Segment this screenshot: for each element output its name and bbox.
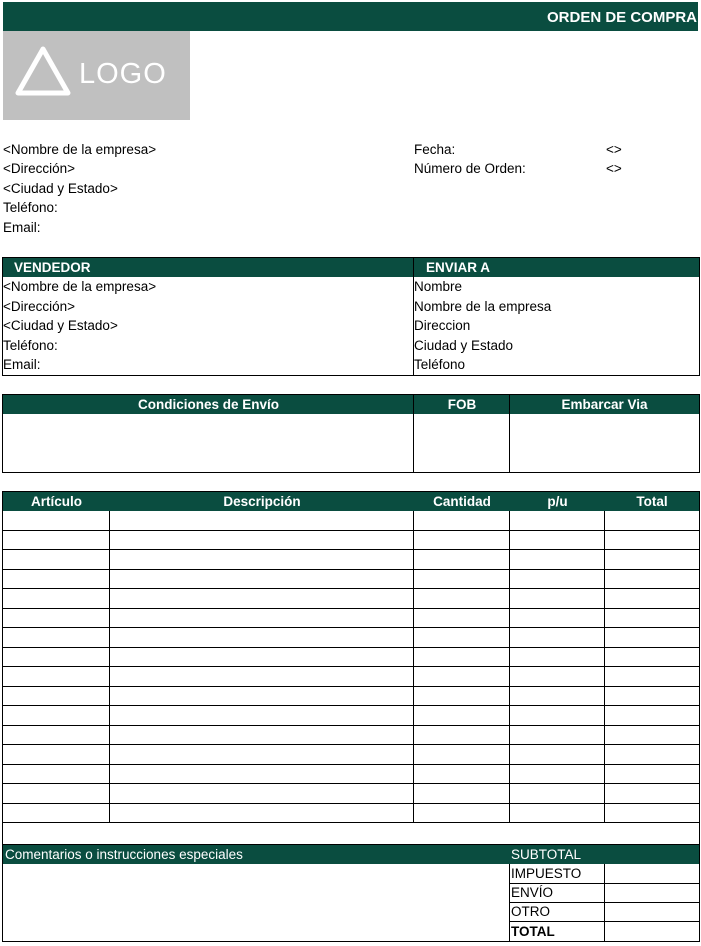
cell-unit-price[interactable] — [510, 628, 605, 647]
fob-label: FOB — [447, 397, 477, 412]
tax-value-field[interactable] — [605, 864, 699, 883]
vendor-shipto-section — [2, 257, 700, 376]
cell-quantity[interactable] — [414, 609, 510, 628]
fob-field[interactable] — [414, 414, 509, 472]
cell-unit-price[interactable] — [510, 765, 605, 784]
logo-text: LOGO — [79, 58, 167, 90]
cell-quantity[interactable] — [414, 550, 510, 569]
vendor-phone[interactable]: Teléfono: — [3, 338, 58, 353]
cell-description[interactable] — [110, 648, 414, 667]
ship-to-header: ENVIAR A — [426, 260, 491, 275]
cell-article[interactable] — [3, 531, 110, 550]
company-city-state: <Ciudad y Estado> — [3, 181, 118, 196]
cell-unit-price[interactable] — [510, 726, 605, 745]
cell-description[interactable] — [110, 570, 414, 589]
cell-total[interactable] — [605, 745, 699, 764]
column-header-unit-price: p/u — [547, 494, 568, 509]
cell-article[interactable] — [3, 667, 110, 686]
cell-unit-price[interactable] — [510, 570, 605, 589]
shipping-value-field[interactable] — [605, 883, 699, 902]
cell-article[interactable] — [3, 726, 110, 745]
cell-article[interactable] — [3, 784, 110, 803]
cell-unit-price[interactable] — [510, 589, 605, 608]
table-row — [3, 570, 699, 590]
grand-total-label: TOTAL — [511, 924, 555, 939]
cell-article[interactable] — [3, 609, 110, 628]
cell-unit-price[interactable] — [510, 648, 605, 667]
ship-via-field[interactable] — [510, 414, 699, 472]
comments-field[interactable] — [3, 864, 509, 941]
cell-description[interactable] — [110, 550, 414, 569]
table-row — [3, 706, 699, 726]
cell-total[interactable] — [605, 687, 699, 706]
cell-unit-price[interactable] — [510, 609, 605, 628]
table-row — [3, 687, 699, 707]
cell-quantity[interactable] — [414, 706, 510, 725]
cell-total[interactable] — [605, 511, 699, 530]
cell-quantity[interactable] — [414, 531, 510, 550]
cell-quantity[interactable] — [414, 687, 510, 706]
page-title: ORDEN DE COMPRA — [546, 9, 697, 26]
vendor-city-state[interactable]: <Ciudad y Estado> — [3, 318, 118, 333]
comments-totals-section — [2, 844, 700, 942]
shipping-conditions-section — [2, 394, 700, 473]
table-row — [3, 804, 699, 824]
cell-total[interactable] — [605, 648, 699, 667]
cell-description[interactable] — [110, 511, 414, 530]
cell-total[interactable] — [605, 784, 699, 803]
items-table — [2, 491, 700, 844]
cell-description[interactable] — [110, 804, 414, 823]
cell-description[interactable] — [110, 687, 414, 706]
cell-unit-price[interactable] — [510, 511, 605, 530]
cell-description[interactable] — [110, 628, 414, 647]
title-bar — [3, 2, 698, 31]
cell-quantity[interactable] — [414, 628, 510, 647]
cell-article[interactable] — [3, 804, 110, 823]
cell-article[interactable] — [3, 628, 110, 647]
cell-total[interactable] — [605, 609, 699, 628]
ship-via-label: Embarcar Via — [561, 397, 648, 412]
cell-total[interactable] — [605, 726, 699, 745]
column-header-quantity: Cantidad — [433, 494, 491, 509]
cell-description[interactable] — [110, 765, 414, 784]
cell-quantity[interactable] — [414, 570, 510, 589]
cell-unit-price[interactable] — [510, 706, 605, 725]
vendor-email[interactable]: Email: — [3, 357, 41, 372]
vendor-name[interactable]: <Nombre de la empresa> — [3, 279, 157, 294]
date-value[interactable]: <> — [606, 142, 622, 157]
cell-article[interactable] — [3, 745, 110, 764]
table-row — [3, 765, 699, 785]
shipping-conditions-label: Condiciones de Envío — [137, 397, 280, 412]
vendor-shipto-header — [3, 258, 699, 277]
ship-to-phone[interactable]: Teléfono — [414, 357, 466, 372]
cell-quantity[interactable] — [414, 648, 510, 667]
subtotal-label: SUBTOTAL — [511, 847, 582, 862]
cell-article[interactable] — [3, 511, 110, 530]
cell-total[interactable] — [605, 667, 699, 686]
date-label: Fecha: — [414, 142, 456, 157]
cell-article[interactable] — [3, 589, 110, 608]
table-row — [3, 531, 699, 551]
table-row — [3, 745, 699, 765]
total-value-field[interactable] — [605, 922, 699, 941]
table-row — [3, 609, 699, 629]
cell-description[interactable] — [110, 667, 414, 686]
tax-label: IMPUESTO — [511, 866, 582, 881]
cell-description[interactable] — [110, 706, 414, 725]
cell-article[interactable] — [3, 550, 110, 569]
cell-unit-price[interactable] — [510, 687, 605, 706]
cell-quantity[interactable] — [414, 589, 510, 608]
cell-article[interactable] — [3, 765, 110, 784]
cell-description[interactable] — [110, 589, 414, 608]
table-row — [3, 589, 699, 609]
ship-to-company[interactable]: Nombre de la empresa — [414, 299, 552, 314]
shipping-conditions-field[interactable] — [3, 414, 413, 472]
ship-to-address[interactable]: Direccion — [414, 318, 471, 333]
cell-article[interactable] — [3, 706, 110, 725]
cell-unit-price[interactable] — [510, 804, 605, 823]
cell-description[interactable] — [110, 784, 414, 803]
cell-total[interactable] — [605, 589, 699, 608]
cell-quantity[interactable] — [414, 667, 510, 686]
cell-description[interactable] — [110, 531, 414, 550]
shipping-cost-label: ENVÍO — [511, 885, 554, 900]
cell-total[interactable] — [605, 706, 699, 725]
company-phone: Teléfono: — [3, 200, 58, 215]
cell-unit-price[interactable] — [510, 745, 605, 764]
ship-to-name[interactable]: Nombre — [414, 279, 463, 294]
cell-total[interactable] — [605, 570, 699, 589]
logo-placeholder — [3, 31, 190, 120]
cell-unit-price[interactable] — [510, 550, 605, 569]
cell-description[interactable] — [110, 609, 414, 628]
company-email: Email: — [3, 220, 41, 235]
cell-article[interactable] — [3, 570, 110, 589]
company-name: <Nombre de la empresa> — [3, 142, 157, 157]
comments-label: Comentarios o instrucciones especiales — [5, 847, 243, 862]
table-row — [3, 648, 699, 668]
order-number-label: Número de Orden: — [414, 161, 526, 176]
cell-quantity[interactable] — [414, 511, 510, 530]
cell-quantity[interactable] — [414, 765, 510, 784]
cell-article[interactable] — [3, 687, 110, 706]
table-row — [3, 628, 699, 648]
cell-quantity[interactable] — [414, 745, 510, 764]
order-number-value[interactable]: <> — [606, 161, 622, 176]
cell-quantity[interactable] — [414, 726, 510, 745]
table-row — [3, 726, 699, 746]
cell-unit-price[interactable] — [510, 784, 605, 803]
table-row — [3, 511, 699, 531]
other-value-field[interactable] — [605, 902, 699, 921]
column-header-description: Descripción — [223, 494, 301, 509]
cell-description[interactable] — [110, 745, 414, 764]
cell-unit-price[interactable] — [510, 531, 605, 550]
cell-total[interactable] — [605, 804, 699, 823]
vendor-header: VENDEDOR — [14, 260, 91, 275]
table-row — [3, 784, 699, 804]
triangle-icon — [14, 45, 72, 99]
vendor-address[interactable]: <Dirección> — [3, 299, 76, 314]
cell-quantity[interactable] — [414, 784, 510, 803]
table-row — [3, 667, 699, 687]
other-cost-label: OTRO — [511, 904, 550, 919]
cell-total[interactable] — [605, 765, 699, 784]
column-header-article: Artículo — [30, 494, 82, 509]
company-address: <Dirección> — [3, 161, 76, 176]
cell-article[interactable] — [3, 648, 110, 667]
cell-total[interactable] — [605, 628, 699, 647]
cell-description[interactable] — [110, 726, 414, 745]
cell-unit-price[interactable] — [510, 667, 605, 686]
cell-quantity[interactable] — [414, 804, 510, 823]
table-row — [3, 550, 699, 570]
cell-total[interactable] — [605, 531, 699, 550]
ship-to-city-state[interactable]: Ciudad y Estado — [414, 338, 514, 353]
column-header-total: Total — [636, 494, 668, 509]
cell-total[interactable] — [605, 550, 699, 569]
